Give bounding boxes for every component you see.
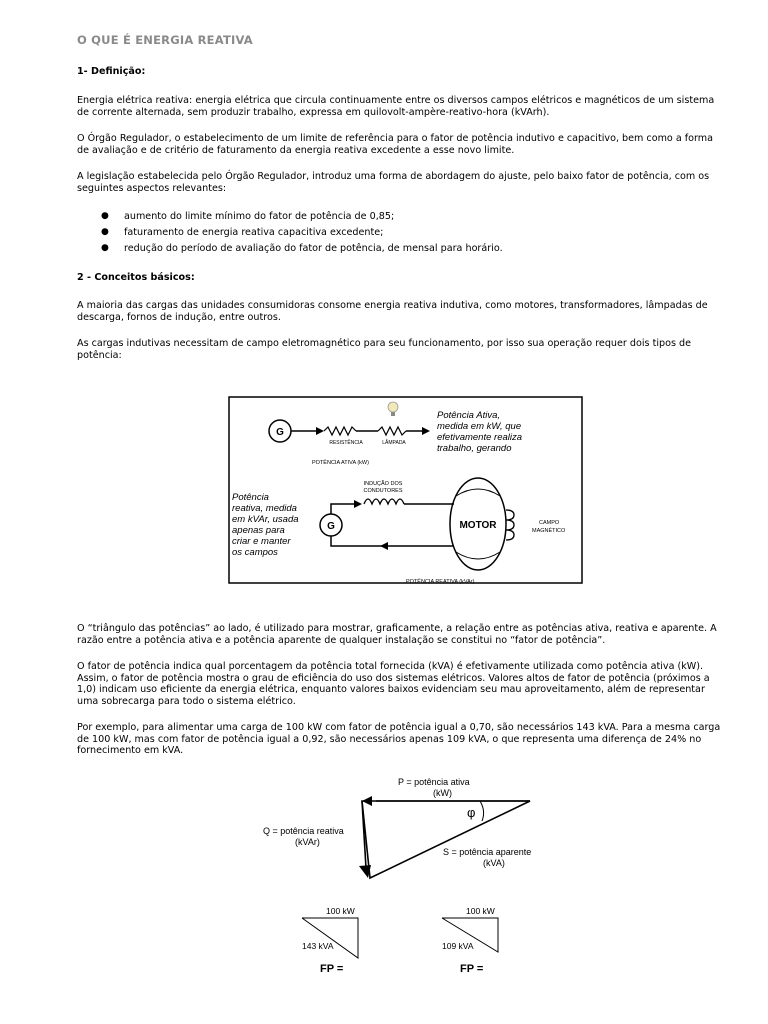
p-unit: (kW)	[433, 788, 452, 798]
angle-symbol: φ	[467, 805, 476, 820]
reactive-caption-line: em kVAr, usada	[232, 514, 299, 525]
example-triangle-2	[430, 906, 510, 976]
example-kva: 109 kVA	[442, 941, 474, 951]
list-item: ● faturamento de energia reativa capacitiva excedente;	[101, 227, 384, 238]
section-2-heading: 2 - Conceitos básicos:	[77, 272, 195, 283]
example-paragraph: Por exemplo, para alimentar uma carga de 100 kW com fator de potência igual a 0,70, são necessários 143 kVA. Para a mesma carga de 100 kW, mas com fator de potência igual a 0,92, são necessários apenas 109 kVA, o que representa uma diferença de 24% no fornecimento em kVA.	[77, 722, 721, 756]
active-caption-line: medida em kW, que	[437, 421, 522, 432]
bullet-icon: ●	[101, 243, 109, 253]
list-item: ● aumento do limite mínimo do fator de potência de 0,85;	[101, 211, 395, 222]
reactive-caption-line: Potência	[232, 492, 269, 503]
bullet-icon: ●	[101, 211, 109, 221]
induction-label: CONDUTORES	[363, 488, 403, 494]
reactive-caption-line: reativa, medida	[232, 503, 297, 514]
active-caption-line: efetivamente realiza	[437, 432, 523, 443]
field-label: MAGNÉTICO	[532, 528, 566, 534]
resistor-label: RESISTÊNCIA	[329, 440, 363, 446]
arrow-icon	[362, 796, 372, 806]
power-circuit-figure	[228, 396, 583, 584]
q-label: Q = potência reativa	[263, 826, 344, 836]
list-item: ● redução do período de avaliação do fator de potência, de mensal para horário.	[101, 243, 503, 254]
lamp-icon	[388, 402, 398, 412]
generator-label: G	[276, 427, 284, 438]
power-types-paragraph: As cargas indutivas necessitam de campo eletromagnético para seu funcionamento, por isso sua operação requer dois tipos de potência:	[77, 338, 692, 361]
induction-label: INDUÇÃO DOS	[363, 481, 403, 487]
example-kva: 143 kVA	[302, 941, 334, 951]
active-power-label: POTÊNCIA ATIVA (kW)	[312, 460, 369, 466]
reactive-caption-line: apenas para	[232, 525, 285, 536]
reactive-caption-line: os campos	[232, 547, 278, 558]
legislation-paragraph: A legislação estabelecida pelo Órgão Regulador, introduz uma forma de abordagem do ajuste, pelo baixo fator de potência, com os seguintes aspectos relevantes:	[77, 171, 710, 194]
aspects-list	[77, 211, 503, 259]
section-1-heading: 1- Definição:	[77, 66, 146, 77]
page-title: O QUE É ENERGIA REATIVA	[77, 33, 253, 47]
active-caption-line: trabalho, gerando	[437, 443, 512, 454]
regulator-paragraph: O Órgão Regulador, o estabelecimento de um limite de referência para o fator de potência indutivo e capacitivo, bem como a forma de avaliação e de critério de faturamento da energia reativa excedente a esse novo limite.	[77, 133, 714, 156]
example-fp: FP =	[460, 963, 484, 975]
inductive-loads-paragraph: A maioria das cargas das unidades consumidoras consome energia reativa indutiva, como motores, transformadores, lâmpadas de descarga, fornos de indução, entre outros.	[77, 300, 708, 323]
svg-text:G: G	[327, 521, 335, 532]
example-kw: 100 kW	[466, 906, 495, 916]
bullet-icon: ●	[101, 227, 109, 237]
power-factor-paragraph: O fator de potência indica qual porcentagem da potência total fornecida (kVA) é efetivamente utilizada como potência ativa (kW). Assim, o fator de potência mostra o grau de eficiência do uso dos sistemas elétricos. Valores altos de fator de potência (próximos a 1,0) indicam uso eficiente da energia elétrica, enquanto valores baixos evidenciam seu mau aproveitamento, além de representar uma sobrecarga para todo o sistema elétrico.	[77, 661, 710, 707]
reactive-power-label: POTÊNCIA REATIVA (kVAr)	[406, 579, 475, 584]
definition-paragraph: Energia elétrica reativa: energia elétrica que circula continuamente entre os diversos campos elétricos e magnéticos de um sistema de corrente alternada, sem produzir trabalho, expressa em quilovolt-ampère-reativo-hora (kVArh).	[77, 95, 715, 118]
reactive-caption-line: criar e manter	[232, 536, 291, 547]
motor-label: MOTOR	[459, 520, 497, 531]
s-label: S = potência aparente	[443, 847, 532, 857]
example-fp: FP =	[320, 963, 344, 975]
triangle-paragraph: O “triângulo das potências” ao lado, é utilizado para mostrar, graficamente, a relação entre as potências ativa, reativa e aparente. A razão entre a potência ativa e a potência aparente de qualquer instalação se constitui no “fator de potência”.	[77, 623, 717, 646]
s-unit: (kVA)	[483, 858, 505, 868]
p-label: P = potência ativa	[398, 777, 470, 787]
field-label: CAMPO	[539, 520, 560, 526]
example-kw: 100 kW	[326, 906, 355, 916]
lamp-label: LÂMPADA	[382, 440, 406, 446]
example-triangle-1	[290, 906, 370, 976]
power-triangle-figure	[240, 768, 560, 888]
active-caption-line: Potência Ativa,	[437, 410, 501, 421]
q-unit: (kVAr)	[295, 837, 320, 847]
